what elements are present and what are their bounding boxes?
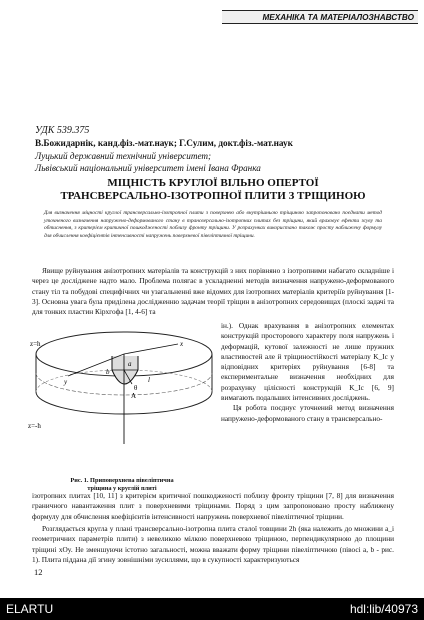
journal-header: МЕХАНІКА ТА МАТЕРІАЛОЗНАВСТВО (222, 10, 418, 24)
affiliation-2: Львівський національний університет імені Івана Франка (35, 163, 261, 174)
label-y: y (64, 378, 68, 386)
article-title (28, 177, 398, 202)
page-number: 12 (34, 567, 43, 577)
column-paragraph-1: ін.). Однак врахування в анізотропних елементах конструкцій просторового характеру поля напружень і деформацій, кутової залежності не лише пружних властивостей але й тріщиностійкості матеріалу K_Ic у відповідних критеріях руйнування [6-8] та експериментальне визначення необхідних для розрахунку цілісності конструкцій K_Ic [6, 9] вимагають подальших інтенсивних досліджень. (221, 321, 394, 403)
label-b: b (106, 368, 110, 376)
right-column (221, 321, 394, 424)
label-zh: z=h (30, 340, 41, 348)
label-x: x (180, 340, 184, 348)
title-line-2: ТРАНСВЕРСАЛЬНО-ІЗОТРОПНОЇ ПЛИТИ З ТРІЩИНОЮ (60, 189, 366, 202)
title-line-1: МІЦНІСТЬ КРУГЛОЇ ВІЛЬНО ОПЕРТОЇ (107, 177, 319, 189)
affiliation-1: Луцький державний технічний університет; (35, 150, 212, 161)
paragraph-1: Явище руйнування анізотропних матеріалів та конструкцій з них порівняно з ізотропними набагато складніше і через це досліджене надто мало. Проблема полягає в ускладненні методів визначення напружено-деформованого стану тіл та побудові специфічних чи узагальненні вже відомих для ізотропних матеріалів критеріїв руйнування [1-3]. Основна увага була приділена дослідженню задачам теорії тріщин в анізотропних середовищах (плоскі задачі та для тонких пластин Кірхгофа [1, 4-6] та (32, 266, 394, 317)
paragraph-3: Розглядається кругла у плані трансверсально-ізотропна плита сталої товщини 2h (яка належить до множини a_i геометричних параметрів плити) з невеликою мілкою поверхневою тріщиною, перпендикулярною до площини тріщині xOy. Не зменшуючи істотно загальності, можна вважати форму тріщини півеліптичною (півосі a, b - рис. 1). Плита піддана дії згину зовнішніми зусиллями, що в сукупності характеризуються (32, 524, 394, 564)
caption-line-1: Рис. 1. Приповерхнева півеліптична (70, 477, 174, 484)
footer-source: ELARTU (6, 602, 54, 616)
label-a: a (128, 360, 132, 368)
paragraph-2: ізотропних плитах [10, 11] з критерієм критичної пошкодженості поблизу фронту тріщини [7, 8] для визначення граничного навантаження плит з поверхневими тріщинами. Поряд з цим запропоновано просту наближену формулу для обчислення коефіцієнтів інтенсивності напружень поверхневої півеліптичної тріщини. (32, 491, 394, 521)
authors-line: В.Божидарнік, канд.фіз.-мат.наук; Г.Сулим, докт.фіз.-мат.наук (35, 138, 293, 149)
archive-footer-bar (0, 598, 424, 620)
label-l: l (148, 376, 150, 384)
plate-diagram (28, 326, 214, 470)
udc-code: УДК 539.375 (35, 125, 90, 136)
label-zmh: z=-h (28, 422, 41, 430)
label-A: A (131, 392, 137, 400)
author-block (35, 125, 405, 175)
label-theta: θ (134, 384, 138, 392)
figure-plate-crack (28, 326, 214, 470)
column-paragraph-2: Ця робота поєднує уточнений метод визначення напружено-деформованого стану в трансверсально- (221, 403, 394, 423)
caption-line-2: тріщина у круглій плиті (87, 485, 157, 493)
x-axis (124, 344, 178, 354)
abstract: Для визначення міцності круглої трансверсально-ізотропної плити з поверхнею або внутрішньою тріщиною запропоновано поєднати метод уточненого визначення напружено-деформованого стану в трансверсально-ізотропних плитах без тріщини, який враховує ефекти зсуву та обтиснення, з критерієм критичної пошкодженості поблизу фронту тріщини. У розрахунках використано також просту наближену формулу для обчислення коефіцієнтів інтенсивності напружень поверхневої півеліптичної тріщини. (44, 210, 382, 239)
footer-handle: hdl:lib/40973 (349, 602, 418, 616)
